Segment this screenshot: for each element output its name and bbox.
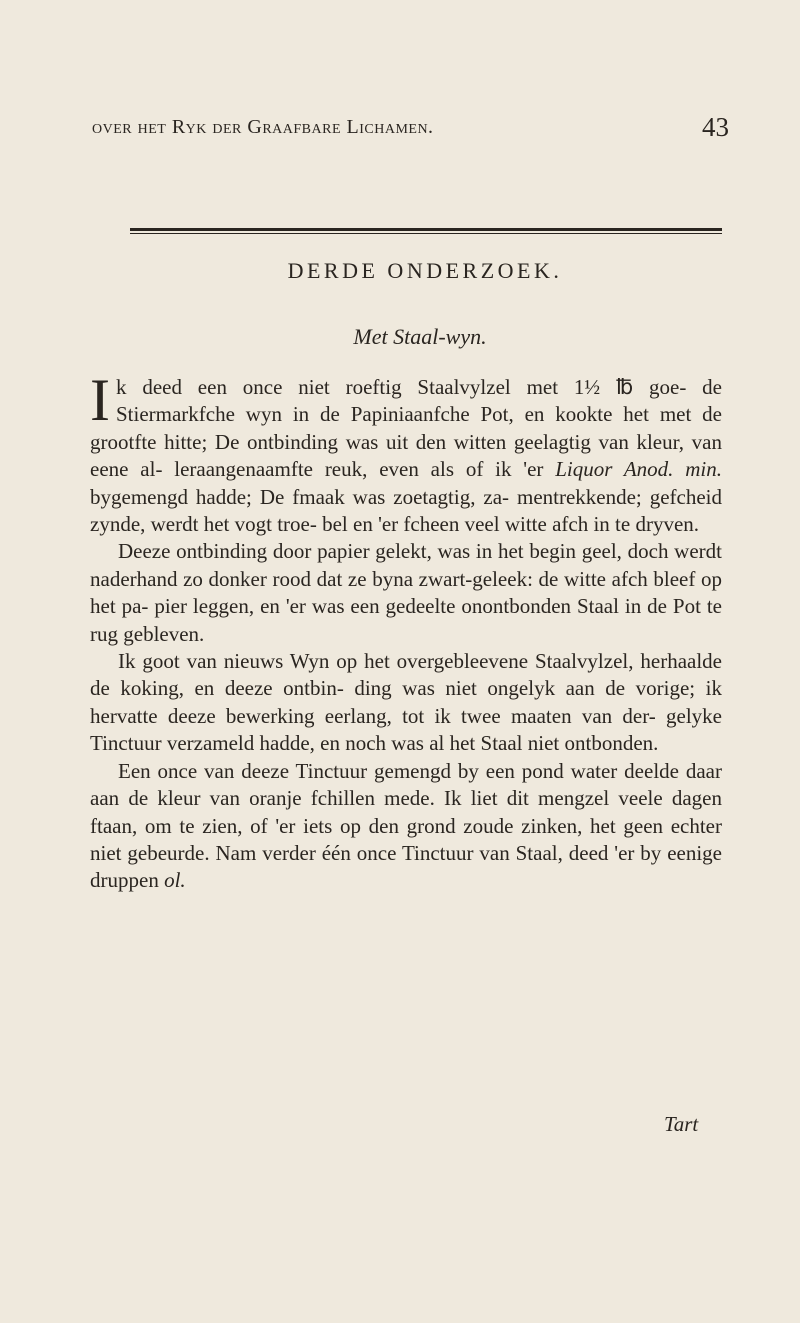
page-number: 43 (702, 112, 729, 142)
paragraph-1-italic: Liquor Anod. min. (555, 457, 722, 482)
section-rule (130, 228, 722, 231)
section-title: DERDE ONDERZOEK. (287, 258, 563, 283)
body-text (90, 367, 722, 895)
paragraph-4-text: Een once van deeze Tinctuur gemengd by een pond water deelde daar aan de kleur van oranje fchillen mede. Ik liet dit mengzel veele dagen ftaan, om te zien, of 'er iets op den grond zoude zinken, het geen echter niet gebeurde. Nam verder één once Tinctuur van Staal, deed 'er by eenige druppen (90, 758, 722, 893)
paragraph-1 (90, 367, 722, 538)
paragraph-4 (90, 758, 722, 895)
paragraph-1-text-b: bygemengd hadde; De fmaak was zoetagtig, za- mentrekkende; gefcheid zynde, werdt het vogt troe- bel en 'er fcheen veel witte afch in te dryven. (90, 484, 722, 537)
running-head: over het Ryk der Graafbare Lichamen. (92, 116, 434, 138)
paragraph-2: Deeze ontbinding door papier gelekt, was in het begin geel, doch werdt naderhand zo donker rood dat ze byna zwart-geleek: de witte afch bleef op het pa- pier leggen, en 'er was een gedeelte onontbonden Staal in de Pot te rug gebleven. (90, 539, 722, 646)
drop-cap: I (90, 367, 110, 433)
catchword: Tart (664, 1112, 699, 1136)
section-rule-thin (130, 233, 722, 234)
paragraph-3: Ik goot van nieuws Wyn op het overgebleevene Staalvylzel, herhaalde de koking, en deeze ontbin- ding was niet ongelyk aan de vorige; ik hervatte deeze bewerking eerlang, tot ik twee maaten van der- gelyke Tinctuur verzameld hadde, en noch was al het Staal niet ontbonden. (90, 649, 722, 756)
paragraph-4-italic: ol. (164, 868, 186, 893)
paragraph-1-text-a: k deed een once niet roeftig Staalvylzel met 1½ ℔ goe- de Stiermarkfche wyn in de Papiniaanfche Pot, en kookte het met de grootfte hitte; De ontbinding was uit den witten geelagtig van kleur, van eene al- leraangenaamfte reuk, even als of ik 'er (90, 375, 722, 482)
section-subtitle: Met Staal-wyn. (353, 324, 487, 349)
